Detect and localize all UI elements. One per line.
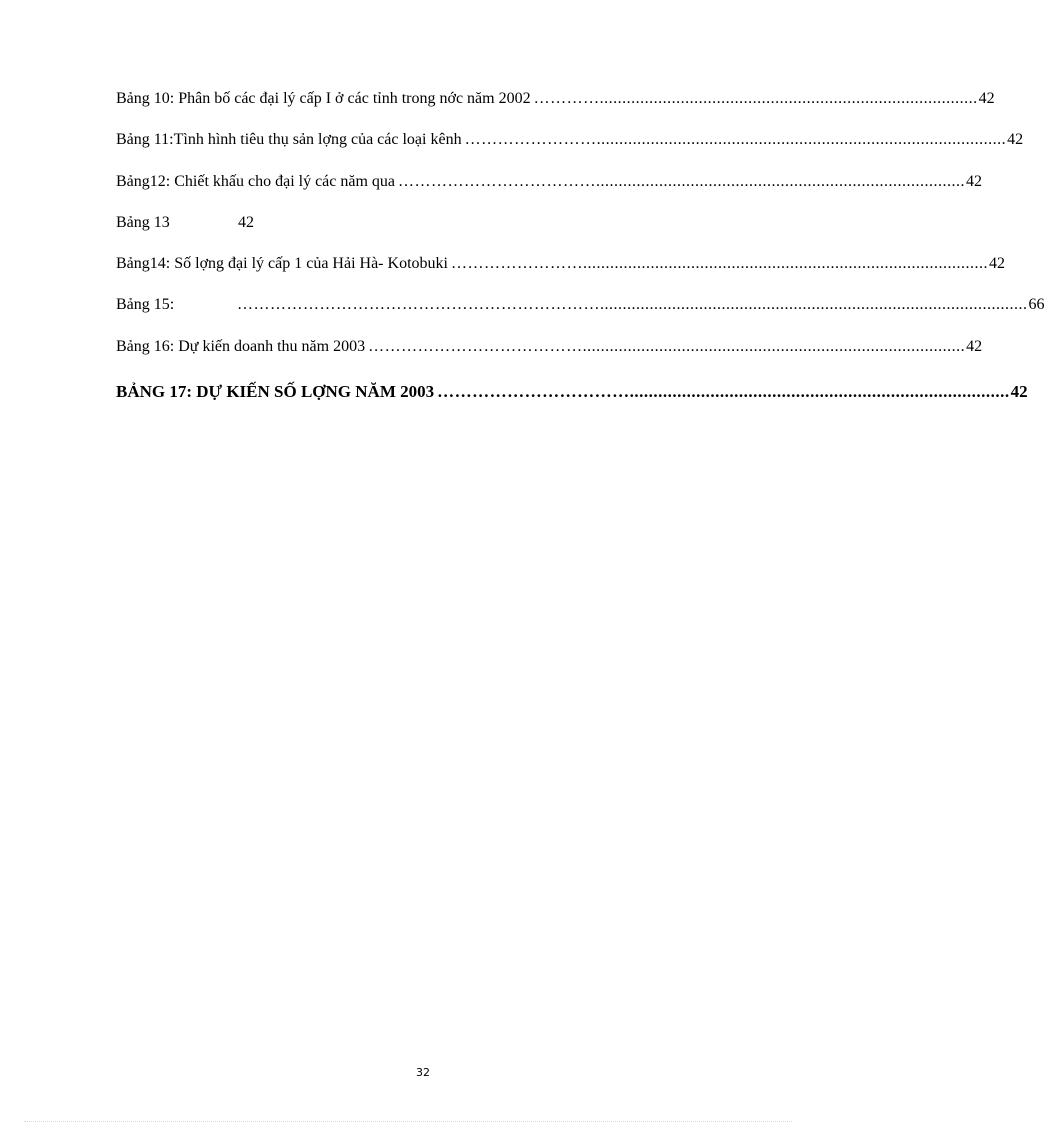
toc-entry-bang-16[interactable] — [116, 337, 983, 379]
toc-dot-leader: …………………………………..................................................................................... — [368, 337, 966, 355]
toc-entry-label: Bảng 15: — [116, 296, 175, 314]
toc-page-number: 42 — [966, 337, 983, 355]
toc-entry-bang-13[interactable] — [116, 214, 710, 255]
page-bottom-divider — [24, 1121, 792, 1122]
toc-dot-leader: ……………………………….................................................................................. — [398, 172, 966, 190]
toc-page-number: 42 — [238, 213, 254, 231]
toc-dot-leader: ……………………........................................................................................... — [464, 131, 1007, 149]
toc-entry-label: Bảng14: Số lợng đại lý cấp 1 của Hải Hà- Kotobuki — [116, 255, 448, 273]
toc-entry-label: BẢNG 17: DỰ KIẾN SỐ LỢNG NĂM 2003 — [116, 382, 435, 402]
toc-entry-bang-10[interactable] — [116, 90, 995, 131]
toc-dot-leader: ……………………………................................................................................ — [437, 382, 1010, 402]
toc-entry-bang-11[interactable] — [116, 131, 1024, 172]
toc-page-number: 42 — [1010, 382, 1028, 402]
toc-entry-label: Bảng 11:Tình hình tiêu thụ sản lợng của các loại kênh — [116, 131, 462, 149]
toc-dot-leader: ………….................................................................................... — [533, 90, 978, 107]
toc-entry-label: Bảng 16: Dự kiến doanh thu năm 2003 — [116, 337, 366, 355]
toc-dot-leader: …………………………………………………………............................................................................................... — [237, 296, 1028, 314]
toc-page-number: 66 — [1028, 296, 1045, 314]
toc-page-number: 42 — [988, 255, 1005, 273]
toc-entry-label: Bảng 10: Phân bố các đại lý cấp I ở các tỉnh trong nớc năm 2002 — [116, 90, 531, 107]
toc-page-number: 42 — [1007, 131, 1024, 149]
toc-dot-leader: …………………….......................................................................................... — [450, 255, 988, 273]
toc-entry-bang-17[interactable] — [116, 382, 1028, 423]
toc-entry-label: Bảng12: Chiết khấu cho đại lý các năm qua — [116, 172, 396, 190]
toc-entry-bang-15[interactable] — [116, 296, 1045, 337]
table-of-tables — [116, 90, 1045, 423]
toc-page-number: 42 — [966, 172, 983, 190]
toc-entry-bang-12[interactable] — [116, 172, 983, 214]
toc-entry-bang-14[interactable] — [116, 255, 1005, 296]
toc-page-number: 42 — [978, 90, 995, 107]
toc-entry-label: Bảng 13 — [116, 213, 170, 231]
page-number: 32 — [416, 1066, 430, 1079]
